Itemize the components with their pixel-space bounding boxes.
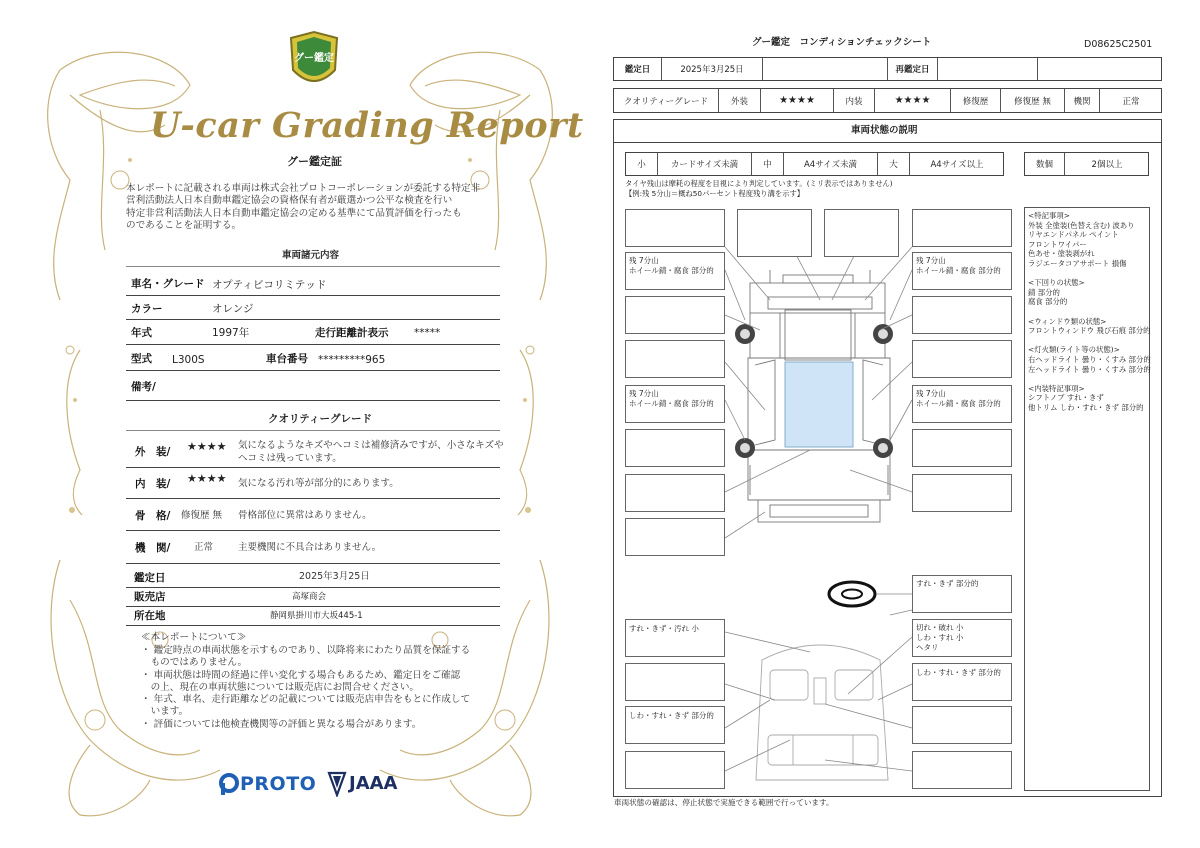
proto-logo-text: PROTO (240, 773, 317, 795)
damage-box (912, 474, 1012, 512)
engine-value: 正常 (194, 542, 214, 553)
exterior-label: 外装 (719, 89, 761, 112)
note-line: ものではありません。 (141, 657, 248, 669)
interior-front-left-note: すれ・きず・汚れ 小 (629, 624, 699, 633)
interior-label: 内装 (834, 89, 875, 112)
note-line: <ウィンドウ類の状態> (1028, 316, 1107, 326)
certificate-heading: グー鑑定証 (287, 155, 342, 168)
tire-front-right-box (912, 252, 1012, 290)
tire-rear-left-wheel: ホイール錆・腐食 部分的 (629, 399, 714, 408)
dealer-label: 販売店 (134, 591, 166, 603)
address-label: 所在地 (134, 610, 166, 622)
tire-rear-left-tread: 残 7分山 (629, 389, 659, 398)
exterior-comment-line: ヘコミは残っています。 (238, 453, 342, 464)
interior-rear-left-box (625, 706, 725, 744)
note-line: の上、現在の車両状態については販売店にお問合せください。 (141, 681, 420, 693)
steering-note: すれ・きず 部分的 (916, 579, 979, 588)
damage-box (912, 751, 1012, 789)
jaaa-mark-icon (327, 771, 347, 797)
legend-large-desc: A4サイズ以上 (930, 160, 984, 170)
note-line: います。 (141, 706, 189, 718)
type-label: 型式 (131, 353, 152, 365)
steering-wheel-icon (829, 582, 875, 606)
damage-box (824, 209, 899, 257)
intro-line: 本レポートに記載される車両は株式会社プロトコーポレーションが委託する特定非 (126, 183, 481, 194)
condition-check-sheet (600, 0, 1200, 848)
note-line: <特記事項> (1028, 211, 1070, 220)
engine-label: 機関 (1065, 89, 1100, 112)
interior-mid-right-box (912, 663, 1012, 701)
tire-front-left-tread: 残 7分山 (629, 256, 659, 265)
engine-value: 正常 (1122, 96, 1140, 107)
damage-box (625, 474, 725, 512)
badge-text: グー鑑定 (294, 53, 334, 64)
specs-heading: 車両諸元内容 (282, 250, 340, 261)
damage-box (912, 296, 1012, 334)
special-notes-list (1028, 211, 1151, 412)
exterior-stars: ★★★★ (187, 440, 227, 453)
note-line: フロントウィンドウ 飛び石痕 部分的 (1028, 326, 1151, 336)
interior-mid-right-note: しわ・すれ・きず 部分的 (916, 668, 1001, 677)
mileage-label: 走行距離計表示 (315, 327, 389, 339)
interior-front-right-note: ヘタリ (916, 643, 939, 652)
steering-box (912, 575, 1012, 613)
color-label: カラー (131, 303, 163, 315)
chassis-value: *********965 (318, 354, 386, 366)
note-line: シフトノブ すれ・きず (1028, 393, 1104, 403)
quality-label: クオリティーグレード (614, 89, 719, 112)
damage-box (625, 340, 725, 378)
legend-medium-desc: A4サイズ未満 (784, 153, 878, 175)
interior-front-right-box (912, 619, 1012, 657)
document-id: D08625C2501 (1084, 39, 1153, 50)
engine-label: 機 関/ (135, 542, 171, 554)
engine-comment: 主要機関に不具合はありません。 (238, 542, 382, 553)
remarks-label: 備考/ (131, 381, 156, 393)
type-value: L300S (172, 354, 205, 366)
interior-label: 内 装/ (135, 478, 171, 490)
damage-box (625, 429, 725, 467)
note-line: ・ 年式、車名、走行距離などの記載については販売店申告をもとに作成して (141, 694, 471, 706)
special-notes-panel (1024, 207, 1150, 791)
year-label: 年式 (131, 327, 152, 339)
sheet-title: グー鑑定 コンディションチェックシート (752, 37, 932, 48)
interior-front-left-box (625, 619, 725, 657)
note-line: 錆 部分的 (1028, 287, 1060, 297)
color-value: オレンジ (212, 303, 254, 315)
model-label: 車名・グレード (131, 278, 205, 290)
tire-note-1: タイヤ残山は摩耗の程度を目視により判定しています。(ミリ表示ではありません) (625, 179, 893, 188)
legend-medium: 中 (752, 153, 784, 175)
jaaa-logo-text: JAAA (349, 773, 398, 794)
section-title: 車両状態の説明 (851, 125, 918, 136)
note-line: <灯火類(ライト等の状態)> (1028, 345, 1120, 355)
report-title: U-car Grading Report (150, 105, 584, 146)
interior-front-right-note: 切れ・破れ 小 (916, 623, 964, 632)
tire-note-2: 【例:残 5分山＝概ね50パーセント程度残り溝を示す】 (625, 189, 805, 198)
note-line: 外装 全塗装(色替え含む) 波あり (1028, 220, 1135, 230)
note-line: フロントワイパー (1028, 239, 1087, 249)
date-value: 2025年3月25日 (299, 571, 370, 582)
note-line: リヤエンドパネル ペイント (1028, 230, 1119, 240)
damage-box (625, 296, 725, 334)
chassis-label: 車台番号 (266, 353, 308, 365)
exterior-stars: ★★★★ (761, 89, 834, 112)
intro-text (126, 183, 480, 232)
legend-small-desc: カードサイズ未満 (658, 153, 752, 175)
date-value: 2025年3月25日 (662, 58, 763, 80)
note-line: ・ 鑑定時点の車両状態を示すものであり、以降将来にわたり品質を保証する (141, 645, 471, 656)
tire-rear-right-tread: 残 7分山 (916, 389, 946, 398)
quality-heading: クオリティーグレード (268, 413, 372, 425)
intro-line: 特定非営利活動法人日本自動車鑑定協会の定める基準にて品質評価を行ったも (126, 207, 462, 219)
interior-seat-diagram (756, 645, 888, 780)
tire-rear-right-box (912, 385, 1012, 423)
damage-box (912, 209, 1012, 247)
damage-box (912, 340, 1012, 378)
note-line: 他トリム しわ・すれ・きず 部分的 (1028, 402, 1144, 412)
mileage-value: ***** (414, 327, 441, 339)
legend-small: 小 (626, 153, 658, 175)
count-label: 数個 (1025, 153, 1065, 175)
interior-stars: ★★★★ (187, 472, 227, 485)
exterior-comment-line: 気になるようなキズやヘコミは補修済みですが、小さなキズや (238, 440, 504, 451)
jaaa-logo (327, 771, 407, 797)
note-line: ・ 評価については他検査機関等の評価と異なる場合があります。 (141, 718, 422, 730)
interior-front-right-note: しわ・すれ 小 (916, 633, 964, 642)
damage-box (625, 518, 725, 556)
dealer-value: 高塚商会 (292, 592, 327, 602)
note-line: <内装特記事項> (1028, 383, 1085, 393)
year-value: 1997年 (212, 327, 250, 339)
notes-list (141, 645, 470, 731)
damage-box (737, 209, 812, 257)
tire-front-left-wheel: ホイール錆・腐食 部分的 (629, 266, 714, 275)
interior-comment: 気になる汚れ等が部分的にあります。 (238, 478, 399, 489)
damage-box (625, 663, 725, 701)
sheet-footer: 車両状態の確認は、停止状態で実施できる範囲で行っています。 (614, 798, 834, 807)
model-value: オプティビコリミテッド (212, 279, 327, 291)
note-line: 色あせ・塗装剥がれ (1028, 249, 1095, 259)
note-line: ラジエータコアサポート 損傷 (1028, 258, 1127, 268)
frame-value: 修復歴 無 (181, 510, 223, 521)
interior-rear-left-note: しわ・すれ・きず 部分的 (629, 711, 714, 720)
address-value: 静岡県掛川市大坂445-1 (270, 611, 363, 621)
glass-area (785, 362, 853, 447)
tire-rear-left-box (625, 385, 725, 423)
repair-label: 修復歴 (951, 89, 1001, 112)
proto-mark-icon (218, 772, 240, 796)
tire-front-left-box (625, 252, 725, 290)
proto-logo (218, 772, 318, 798)
tire-rear-right-wheel: ホイール錆・腐食 部分的 (916, 399, 1001, 408)
note-line: 腐食 部分的 (1028, 297, 1068, 307)
exterior-label: 外 装/ (135, 446, 171, 458)
damage-box (912, 706, 1012, 744)
intro-line: のであることを証明する。 (126, 219, 242, 231)
repair-value: 修復歴 無 (1001, 89, 1065, 112)
damage-box (625, 209, 725, 247)
count-value: 2個以上 (1091, 160, 1123, 170)
note-line: 右ヘッドライト 曇り・くすみ 部分的 (1028, 354, 1151, 364)
goo-kantei-badge (285, 30, 343, 92)
frame-label: 骨 格/ (135, 510, 171, 522)
damage-box (625, 751, 725, 789)
legend-large: 大 (878, 153, 910, 175)
date-label: 鑑定日 (134, 572, 166, 584)
intro-line: 営利活動法人日本自動車鑑定協会の資格保有者が厳選かつ公平な検査を行い (126, 195, 453, 207)
date-label: 鑑定日 (614, 58, 662, 80)
note-line: 左ヘッドライト 曇り・くすみ 部分的 (1028, 364, 1151, 374)
interior-stars: ★★★★ (875, 89, 951, 112)
redate-label: 再鑑定日 (888, 58, 938, 80)
damage-box (912, 429, 1012, 467)
tire-front-right-wheel: ホイール錆・腐食 部分的 (916, 266, 1001, 275)
note-line: ・ 車両状態は時間の経過に伴い変化する場合もあるため、鑑定日をご確認 (141, 669, 461, 681)
tire-front-right-tread: 残 7分山 (916, 256, 946, 265)
note-line: <下回りの状態> (1028, 278, 1085, 288)
frame-comment: 骨格部位に異常はありません。 (238, 510, 372, 521)
notes-title: ≪本レポートについて≫ (141, 632, 247, 643)
